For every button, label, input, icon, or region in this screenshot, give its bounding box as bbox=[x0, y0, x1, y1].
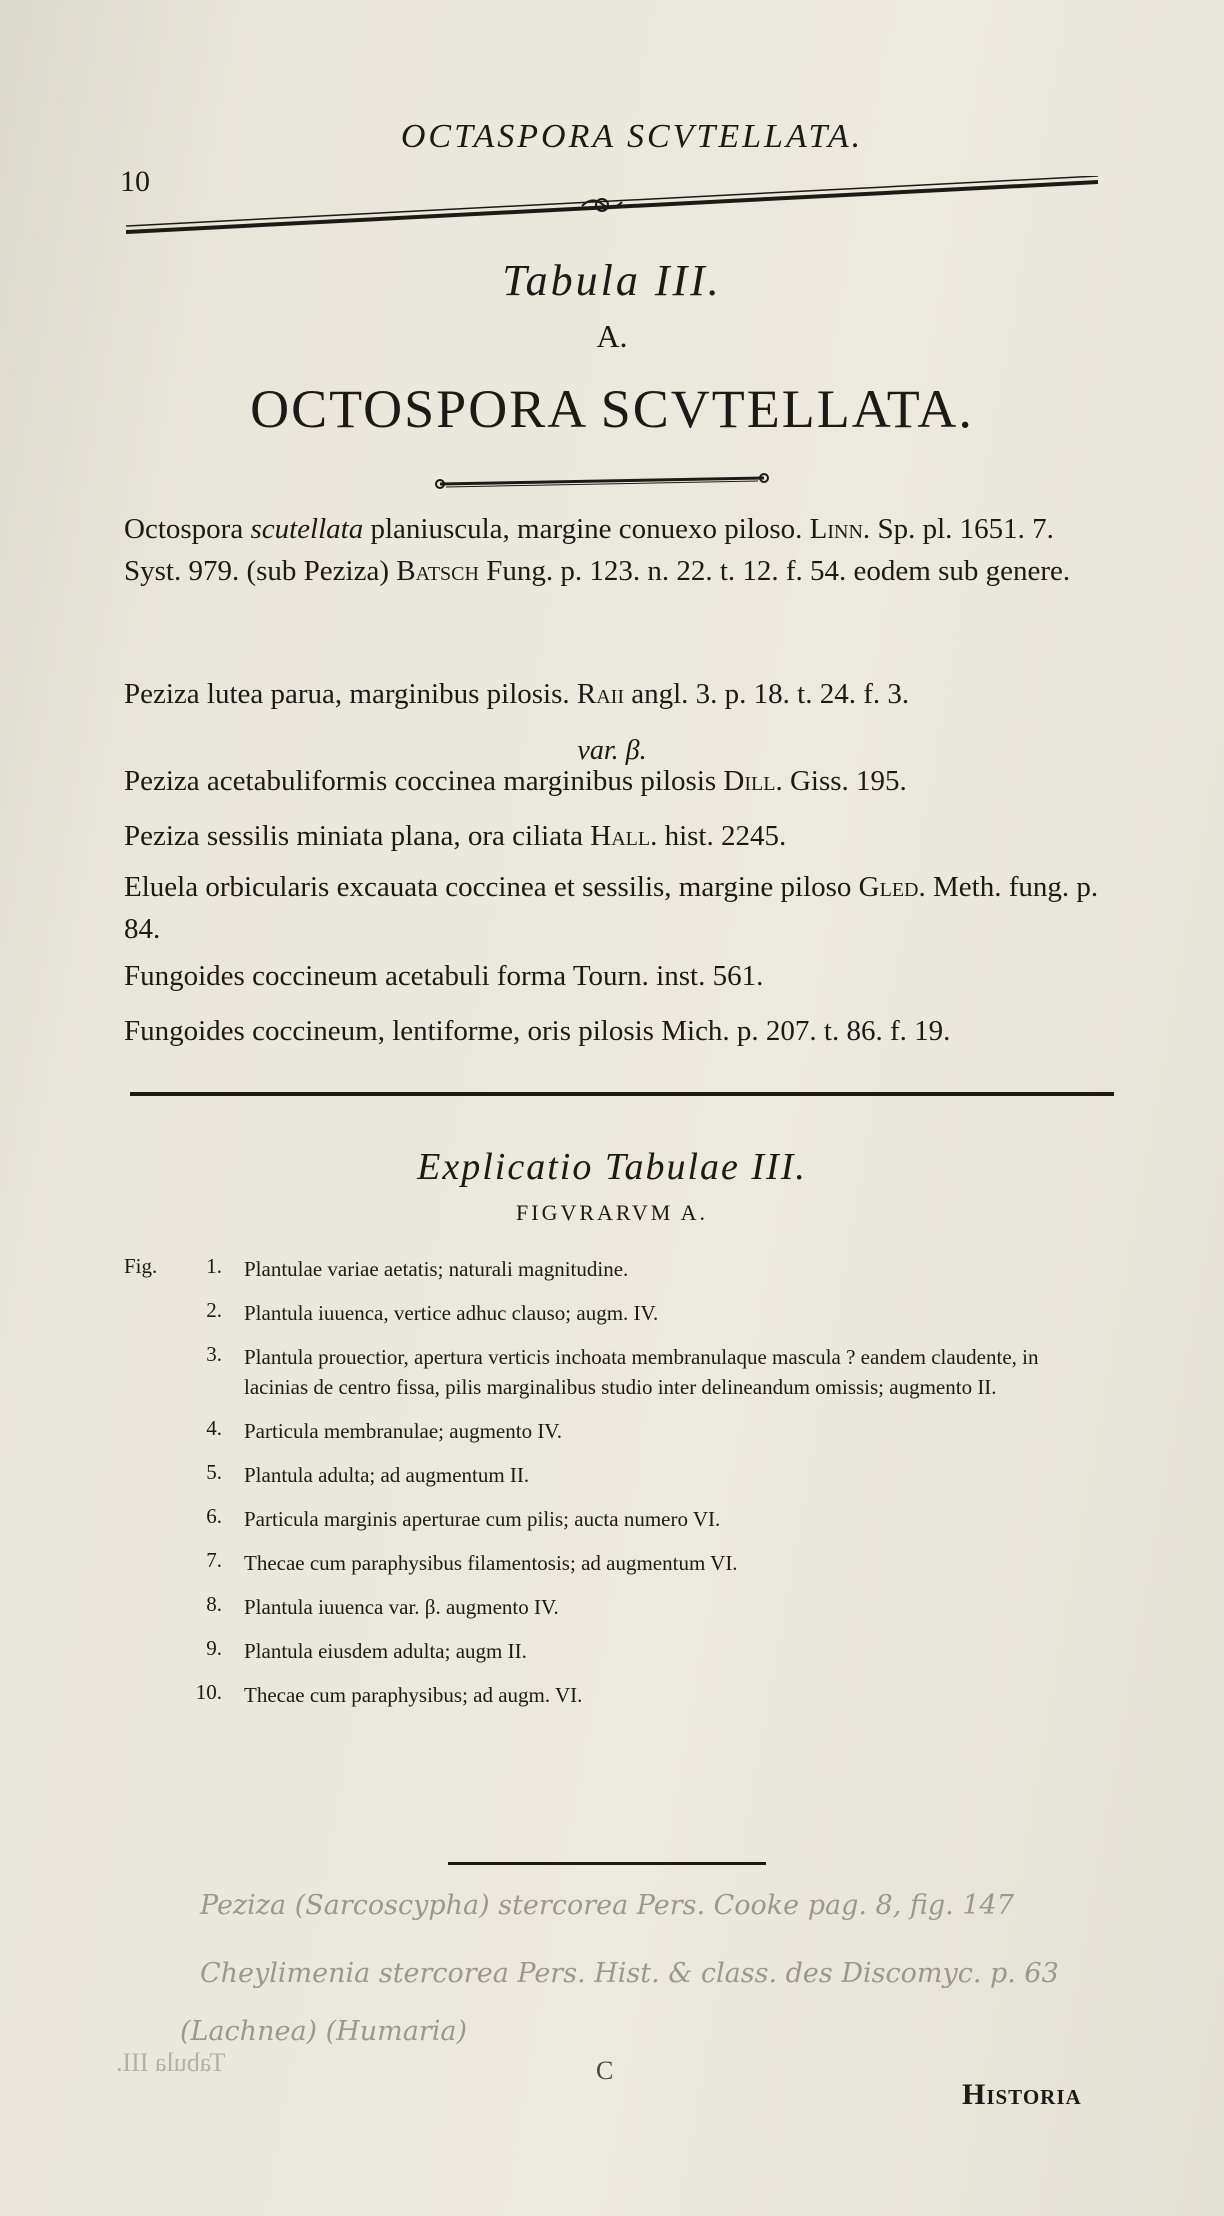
page-number: 10 bbox=[120, 165, 150, 198]
bleed-through-text: Tabula III. bbox=[116, 2048, 226, 2077]
variety-synonym-entry: Fungoides coccineum, lentiforme, oris pilosis Mich. p. 207. t. 86. f. 19. bbox=[124, 1015, 951, 1047]
figure-item: 2. Plantula iuuenca, vertice adhuc clauso; augm. IV. bbox=[206, 1298, 659, 1325]
variety-synonym-entry: Fungoides coccineum acetabuli forma Tourn. inst. 561. bbox=[124, 960, 764, 992]
species-title: OCTOSPORA SCVTELLATA. bbox=[250, 379, 974, 439]
plate-title: Tabula III. bbox=[502, 256, 722, 305]
explicatio-title: Explicatio Tabulae III. bbox=[417, 1146, 807, 1188]
plate-letter: A. bbox=[596, 318, 628, 354]
variety-synonym-entry: Eluela orbicularis excauata coccinea et sessilis, margine piloso Gled. Meth. fung. p. 84. bbox=[124, 871, 1099, 945]
figure-list bbox=[124, 1254, 1084, 1710]
explicatio-subtitle: FIGVRARVM A. bbox=[516, 1200, 708, 1225]
figure-item: 10. Thecae cum paraphysibus; ad augm. VI. bbox=[195, 1680, 583, 1707]
ornamental-rule-top bbox=[126, 176, 1098, 236]
ornamental-rule-title bbox=[432, 470, 772, 494]
running-head: OCTASPORA SCVTELLATA. bbox=[400, 118, 864, 155]
synonym-entry: Peziza lutea parua, marginibus pilosis. Raii angl. 3. p. 18. t. 24. f. 3. bbox=[124, 678, 910, 710]
fig-label: Fig. bbox=[124, 1254, 158, 1278]
figure-item: 5. Plantula adulta; ad augmentum II. bbox=[206, 1460, 530, 1487]
synonym-entry: Octospora scutellata planiuscula, margine conuexo piloso. Linn. Sp. pl. 1651. 7. Syst. 979. (sub Peziza) Batsch Fung. p. 123. n. 22. t. 12. f. 54. eodem sub genere. bbox=[124, 513, 1071, 587]
footer-rule bbox=[448, 1862, 766, 1865]
variety-synonym-entry: Peziza acetabuliformis coccinea marginibus pilosis Dill. Giss. 195. bbox=[124, 765, 907, 797]
figure-item: 6. Particula marginis aperturae cum pilis; aucta numero VI. bbox=[206, 1504, 721, 1531]
figure-item: 8. Plantula iuuenca var. β. augmento IV. bbox=[206, 1592, 559, 1619]
signature-mark: C bbox=[596, 2056, 614, 2085]
handwritten-note: Peziza (Sarcoscypha) stercorea Pers. Cooke pag. 8, fig. 147 bbox=[200, 1890, 1014, 1921]
handwritten-note: Cheylimenia stercorea Pers. Hist. & class. des Discomyc. p. 63 bbox=[200, 1958, 1059, 1989]
variety-synonym-entry: Peziza sessilis miniata plana, ora ciliata Hall. hist. 2245. bbox=[124, 820, 787, 852]
figure-item: 9. Plantula eiusdem adulta; augm II. bbox=[206, 1636, 527, 1663]
figure-item: 4. Particula membranulae; augmento IV. bbox=[206, 1416, 563, 1443]
figure-item: Fig. 1. Plantulae variae aetatis; naturali magnitudine. bbox=[124, 1254, 1084, 1284]
catchword: Historia bbox=[962, 2078, 1082, 2111]
variety-label: var. β. bbox=[577, 735, 647, 766]
section-rule bbox=[130, 1092, 1114, 1096]
figure-item: 7. Thecae cum paraphysibus filamentosis; ad augmentum VI. bbox=[206, 1548, 738, 1575]
figure-item: 3. Plantula prouectior, apertura verticis inchoata membranulaque mascula ? eandem claudente, in lacinias de centro fissa, pilis marginalibus studio inter delineandum omissis; augmento II. bbox=[206, 1342, 1039, 1399]
handwritten-note: (Lachnea) (Humaria) bbox=[180, 2016, 467, 2047]
